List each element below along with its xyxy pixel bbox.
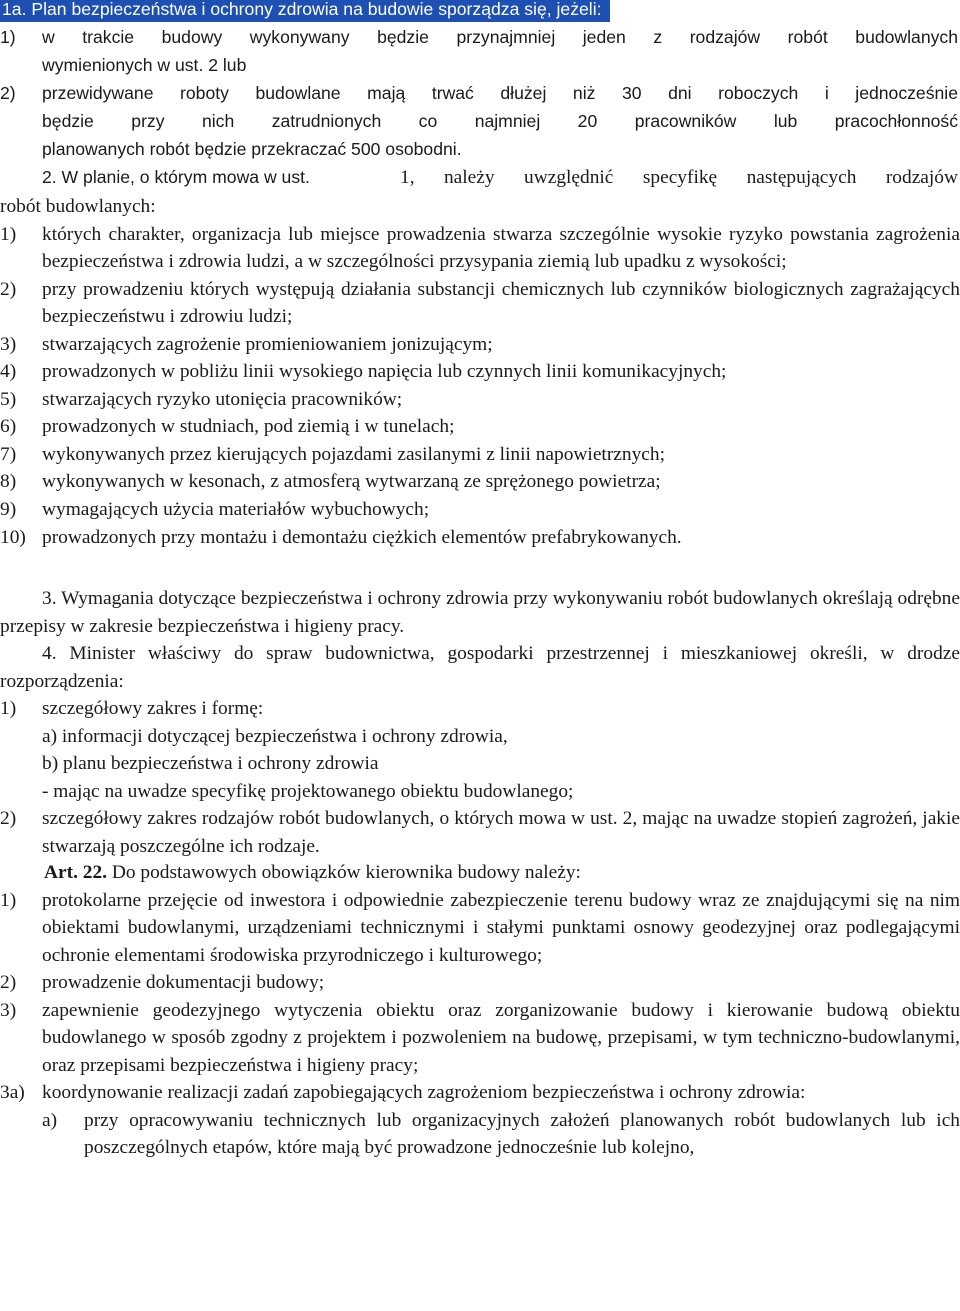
item-number: 1) (0, 27, 16, 47)
duties-list (0, 887, 960, 1107)
item-number: 2) (0, 808, 17, 830)
item-text: przy opracowywaniu technicznych lub organizacyjnych założeń planowanych robót budowlanych lub ich poszczególnych etapów, które mają być prowadzone jednocześnie lub kolejno, (84, 1109, 960, 1159)
item-number: 5) (0, 388, 17, 410)
list-item (0, 468, 960, 496)
heading-1a (0, 0, 960, 24)
list-item (0, 358, 960, 386)
item-text: protokolarne przejęcie od inwestora i odpowiednie zabezpieczenie terenu budowy wraz ze znajdującymi się na nim obiektami budowlanymi, urządzeniami technicznymi i stałymi punktami osnowy geodezyjnej oraz podlegającymi ochronie elementami środowiska przyrodniczego i kulturowego; (42, 889, 960, 966)
item-text: w trakcie budowy wykonywany będzie przynajmniej jeden z rodzajów robót budowlanych (42, 27, 958, 47)
item-text: szczegółowy zakres i formę: (42, 698, 264, 720)
item-number: 3) (0, 333, 17, 355)
item-number: 2) (0, 278, 17, 300)
item-number: 1) (0, 223, 17, 245)
item-text: przy prowadzeniu których występują działania substancji chemicznych lub czynników biologicznych zagrażających bezpieczeństwu i zdrowiu ludzi; (42, 278, 960, 328)
highlighted-selection: 1a. Plan bezpieczeństwa i ochrony zdrowia na budowie sporządza się, jeżeli: (0, 0, 610, 22)
article-22 (0, 859, 960, 1162)
list-item (0, 524, 960, 552)
sub-item-dash: - mając na uwadze specyfikę projektowanego obiektu budowlanego; (42, 780, 574, 802)
article-lead: Do podstawowych obowiązków kierownika budowy należy: (111, 862, 581, 883)
item-text: prowadzonych przy montażu i demontażu ciężkich elementów prefabrykowanych. (42, 526, 682, 548)
list-item (0, 969, 960, 997)
item-number: 1) (0, 889, 17, 911)
item-text: stwarzających zagrożenie promieniowaniem jonizującym; (42, 333, 493, 355)
list-item (0, 496, 960, 524)
list-item (0, 331, 960, 359)
item-number: 1) (0, 698, 17, 720)
item-number: 6) (0, 416, 17, 438)
item-text: szczegółowy zakres rodzajów robót budowlanych, o których mowa w ust. 2, mając na uwadze stopień zagrożeń, jakie stwarzają poszczególne ich rodzaje. (42, 808, 960, 857)
paragraph-text: 1, należy uwzględnić specyfikę następujących rodzajów (400, 167, 958, 188)
item-text: zapewnienie geodezyjnego wytyczenia obiektu oraz zorganizowanie budowy i kierowanie budową obiektu budowlanego w sposób zgodny z projektem i pozwoleniem na budowę, przepisami, w tym techniczno-budowlanymi, oraz przepisami bezpieczeństwa i higieny pracy; (42, 999, 960, 1076)
item-text: wykonywanych przez kierujących pojazdami zasilanymi z linii napowietrznych; (42, 443, 665, 465)
item-number: 4) (0, 361, 17, 383)
section-2 (0, 193, 960, 551)
item-text: przewidywane roboty budowlane mają trwać dłużej niż 30 dni roboczych i jednocześnie (42, 83, 958, 103)
list-item (0, 386, 960, 414)
sub-item-a: a) przy opracowywaniu technicznych lub organizacyjnych założeń planowanych robót budowlanych lub ich poszczególnych etapów, które mają być prowadzone jednocześnie lub kolejno, (42, 1109, 960, 1159)
paragraph-4: 4. Minister właściwy do spraw budownictwa, gospodarki przestrzennej i mieszkaniowej określi, w drodze rozporządzenia: (0, 643, 960, 692)
item-text: wykonywanych w kesonach, z atmosferą wytwarzaną ze sprężonego powietrza; (42, 471, 661, 493)
list-item (0, 441, 960, 469)
item-number: 8) (0, 471, 17, 493)
item-text: wymienionych w ust. 2 lub (42, 55, 247, 75)
article-label: Art. 22. (44, 862, 108, 883)
item-number: 2) (0, 83, 16, 103)
item-text: koordynowanie realizacji zadań zapobiegających zagrożeniom bezpieczeństwa i ochrony zdrowia: (42, 1082, 806, 1104)
item-text: prowadzenie dokumentacji budowy; (42, 972, 325, 994)
item-text: będzie przy nich zatrudnionych co najmniej 20 pracowników lub pracochłonność (42, 111, 958, 131)
item-number: 3) (0, 999, 17, 1021)
item-text: których charakter, organizacja lub miejsce prowadzenia stwarza szczególnie wysokie ryzyko powstania zagrożenia bezpieczeństwa i zdrowia ludzi, a w szczególności przysypania ziemią lub upadku z wysokości; (42, 223, 960, 273)
sub-item-a: a) informacji dotyczącej bezpieczeństwa i ochrony zdrowia, (42, 725, 508, 747)
sub-item-b: b) planu bezpieczeństwa i ochrony zdrowia (42, 753, 379, 775)
item-number: 7) (0, 443, 17, 465)
list-item (0, 997, 960, 1080)
item-text: wymagających użycia materiałów wybuchowych; (42, 499, 430, 521)
item-text: planowanych robót będzie przekraczać 500 osobodni. (42, 139, 462, 159)
list-item (0, 221, 960, 276)
list-item (0, 695, 960, 723)
item-number: 2) (0, 972, 17, 994)
lead-continuation: robót budowlanych: (0, 196, 156, 217)
hazard-list (0, 221, 960, 552)
list-item (0, 413, 960, 441)
article-heading (0, 859, 960, 887)
item-number: 10) (0, 526, 26, 548)
list-item (0, 276, 960, 331)
item-number: 3a) (0, 1082, 25, 1104)
paragraph-text: 2. W planie, o którym mowa w ust. (42, 167, 310, 187)
list-item (0, 887, 960, 970)
item-text: stwarzających ryzyko utonięcia pracowników; (42, 388, 403, 410)
list-item (0, 805, 960, 860)
section-3-4 (0, 585, 960, 860)
item-text: prowadzonych w pobliżu linii wysokiego napięcia lub czynnych linii komunikacyjnych; (42, 361, 727, 383)
list-item (0, 1079, 960, 1107)
item-number: 9) (0, 499, 17, 521)
item-text: prowadzonych w studniach, pod ziemią i w tunelach; (42, 416, 455, 438)
paragraph-3: 3. Wymagania dotyczące bezpieczeństwa i ochrony zdrowia przy wykonywaniu robót budowlanych określają odrębne przepisy w zakresie bezpieczeństwa i higieny pracy. (0, 588, 960, 637)
